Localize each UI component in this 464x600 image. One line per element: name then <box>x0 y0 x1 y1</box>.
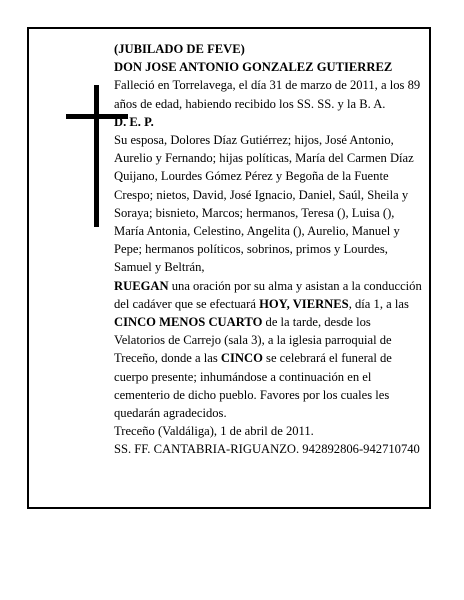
retiree-header: (JUBILADO DE FEVE) <box>114 42 245 56</box>
funeral-home: SS. FF. CANTABRIA-RIGUANZO. 942892806-942710740 <box>114 442 420 457</box>
ruegan-label: RUEGAN <box>114 278 169 293</box>
death-info: Falleció en Torrelavega, el día 31 de marzo de 2011, a los 89 años de edad, habiendo recibido los SS. SS. y la B. A. <box>114 78 421 111</box>
request-text-3: de la tarde, desde los Velatorios de Carrejo (sala 3), a la iglesia parroquial de Treceño, donde a las <box>114 315 392 366</box>
deceased-name: DON JOSE ANTONIO GONZALEZ GUTIERREZ <box>114 60 393 75</box>
request-text-2: , día 1, a las <box>348 296 409 311</box>
cross-vertical-bar <box>94 85 99 227</box>
request-day: HOY, VIERNES <box>259 296 349 311</box>
funeral-time: CINCO <box>220 351 263 366</box>
request-time: CINCO MENOS CUARTO <box>114 315 263 330</box>
request-text-4: se celebrará el funeral de cuerpo presente; inhumándose a continuación en el cementerio de dicho pueblo. Favores por los cuales les quedarán agradecidos. <box>114 351 392 421</box>
family-list: Su esposa, Dolores Díaz Gutiérrez; hijos, José Antonio, Aurelio y Fernando; hijas políticas, María del Carmen Díaz Quijano, Lourdes Gómez Pérez y Begoña de la Fuente Crespo; nietos, David, José Ignacio, Daniel, Saúl, Sheila y Soraya; bisnieto, Marcos; hermanos, Teresa (), Luisa (), María Antonia, Celestino, Angelita (), Aurelio, Manuel y Pepe; hermanos políticos, sobrinos, primos y Lourdes, Samuel y Beltrán, <box>114 133 414 275</box>
place-date: Treceño (Valdáliga), 1 de abril de 2011. <box>114 424 314 439</box>
rip-line: D. E. P. <box>114 114 154 129</box>
request-text-1: una oración por su alma y asistan a la conducción del cadáver que se efectuará <box>114 278 422 311</box>
obituary-text <box>114 40 424 459</box>
request-paragraph <box>114 277 424 423</box>
